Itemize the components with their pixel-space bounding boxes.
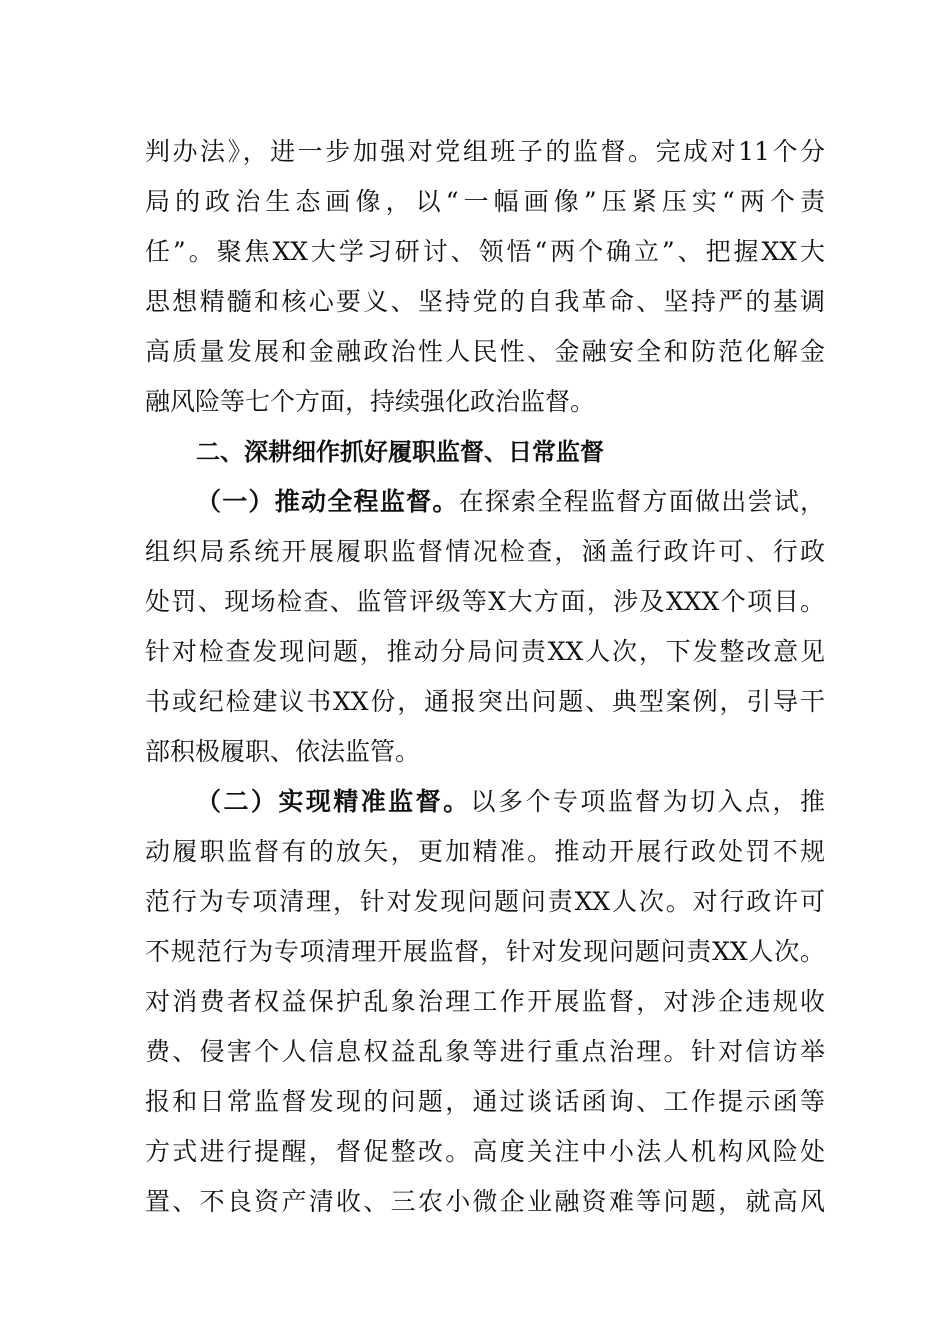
paragraph-line: 组织局系统开展履职监督情况检查，涵盖行政许可、行政 xyxy=(145,537,825,566)
paragraph-line: 高质量发展和金融政治性人民性、金融安全和防范化解金 xyxy=(145,337,825,366)
item-lead: （一）推动全程监督。 xyxy=(196,487,459,516)
item-lead: （二）实现精准监督。 xyxy=(196,787,471,816)
paragraph-line: 不规范行为专项清理开展监督，针对发现问题问责XX人次。 xyxy=(145,937,825,966)
paragraph-line: 局的政治生态画像，以“一幅画像”压紧压实“两个责 xyxy=(145,187,825,216)
paragraph-line: 方式进行提醒，督促整改。高度关注中小法人机构风险处 xyxy=(145,1137,825,1166)
paragraph-line: 报和日常监督发现的问题，通过谈话函询、工作提示函等 xyxy=(145,1087,825,1116)
paragraph-line: 动履职监督有的放矢，更加精准。推动开展行政处罚不规 xyxy=(145,837,825,866)
paragraph-line: 判办法》，进一步加强对党组班子的监督。完成对11个分 xyxy=(145,137,825,166)
paragraph-line: 范行为专项清理，针对发现问题问责XX人次。对行政许可 xyxy=(145,887,825,916)
paragraph-line: 融风险等七个方面，持续强化政治监督。 xyxy=(145,387,596,416)
item-first-line-text: 以多个专项监督为切入点，推 xyxy=(470,787,825,816)
item-first-line xyxy=(196,784,825,820)
paragraph-line: 置、不良资产清收、三农小微企业融资难等问题，就高风 xyxy=(145,1187,825,1216)
paragraph-line: 针对检查发现问题，推动分局问责XX人次，下发整改意见 xyxy=(145,637,825,666)
paragraph-line: 书或纪检建议书XX份，通报突出问题、典型案例，引导干 xyxy=(145,687,825,716)
paragraph-line: 思想精髓和核心要义、坚持党的自我革命、坚持严的基调 xyxy=(145,287,825,316)
item-first-line xyxy=(196,484,825,520)
paragraph-line: 费、侵害个人信息权益乱象等进行重点治理。针对信访举 xyxy=(145,1037,825,1066)
item-first-line-text: 在探索全程监督方面做出尝试， xyxy=(458,487,825,516)
paragraph-line: 处罚、现场检查、监管评级等X大方面，涉及XXX个项目。 xyxy=(145,587,825,616)
paragraph-line: 对消费者权益保护乱象治理工作开展监督，对涉企违规收 xyxy=(145,987,825,1016)
paragraph-line: 任”。聚焦XX大学习研讨、领悟“两个确立”、把握XX大 xyxy=(145,237,825,266)
paragraph-line: 部积极履职、依法监管。 xyxy=(145,737,421,766)
section-heading: 二、深耕细作抓好履职监督、日常监督 xyxy=(196,438,604,466)
